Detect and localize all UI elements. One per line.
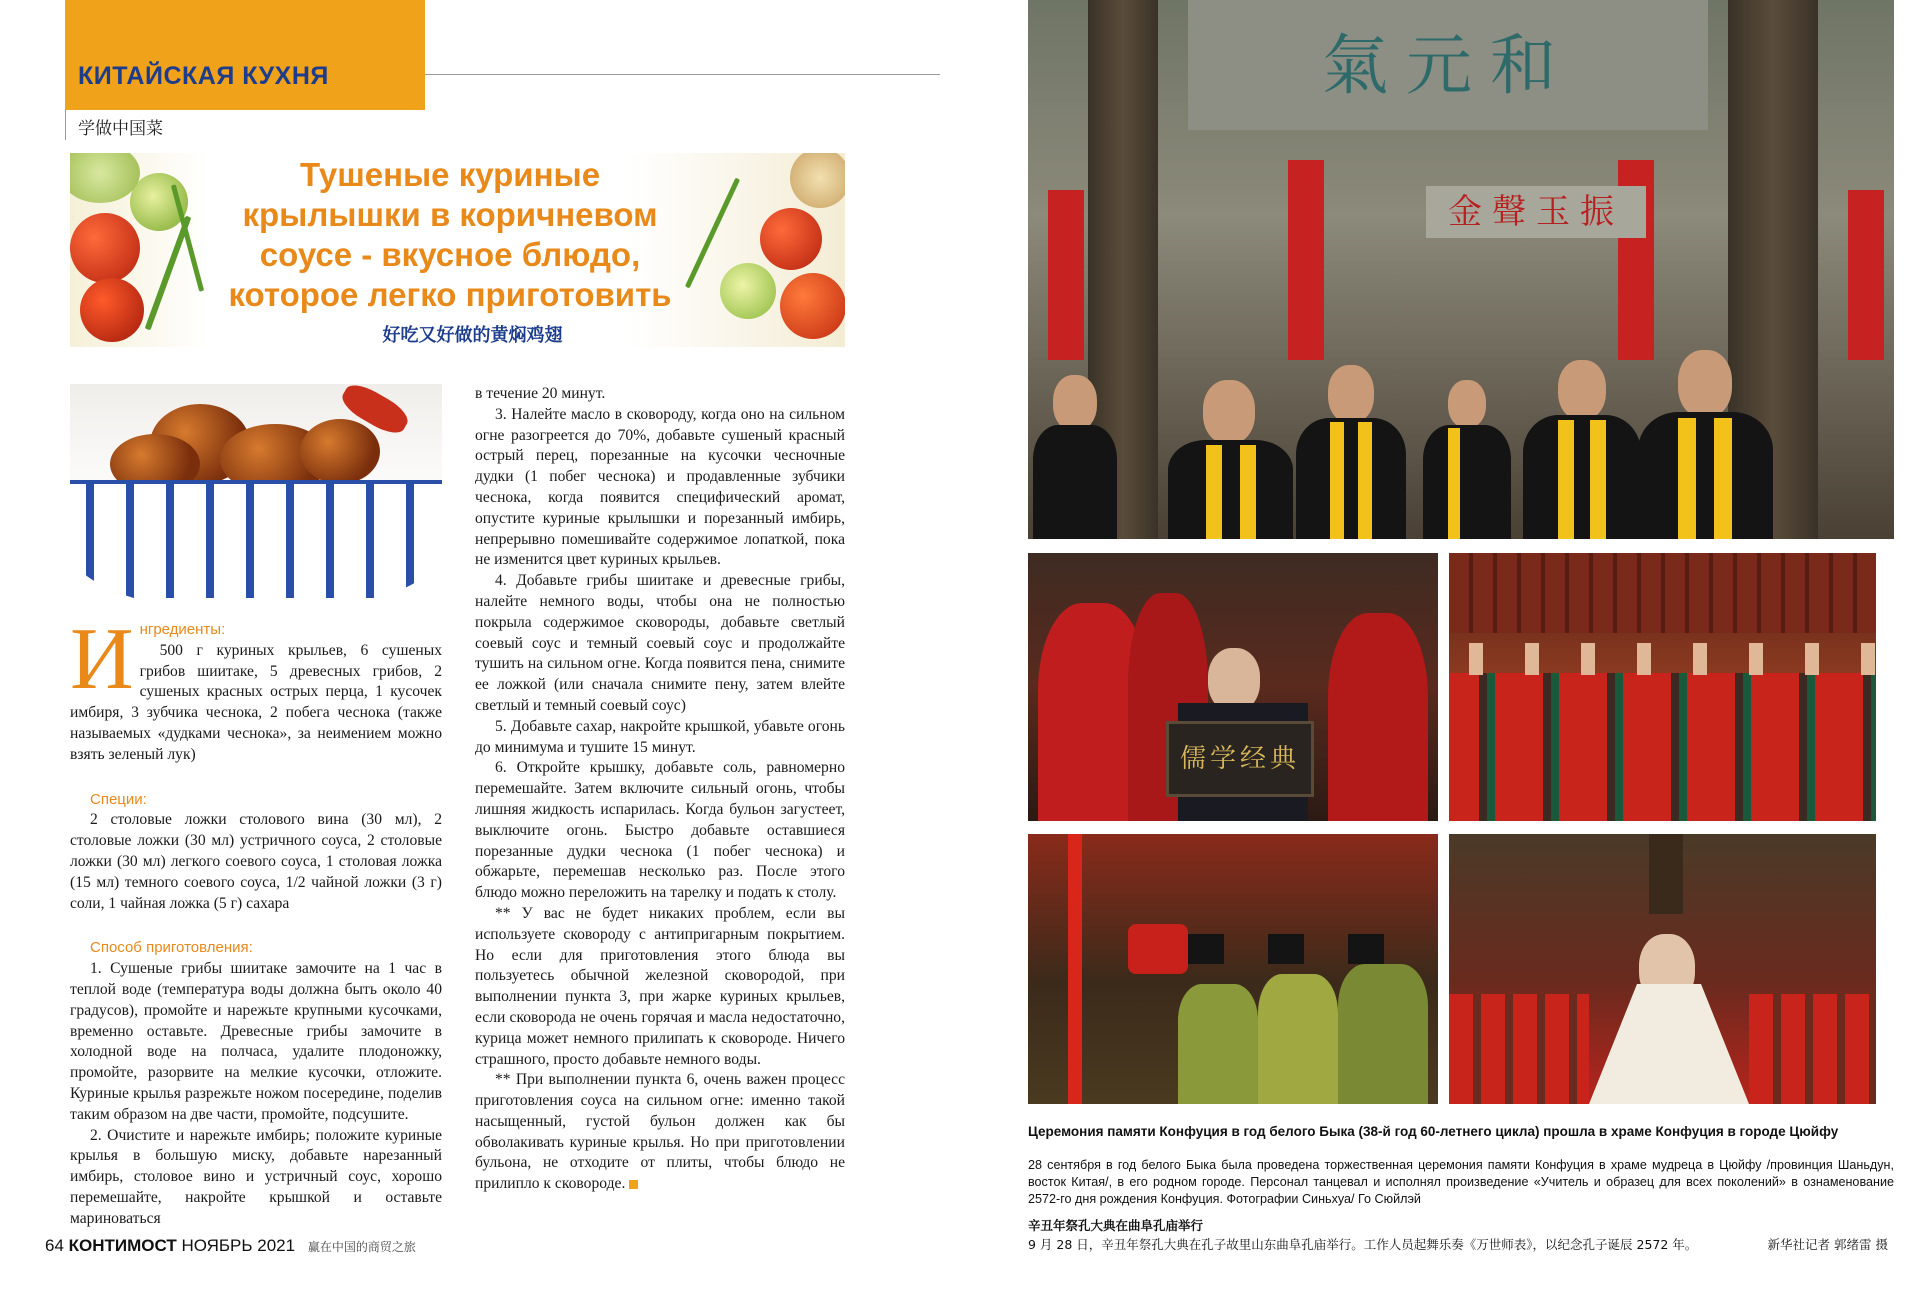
white-robe [1589, 984, 1749, 1104]
section-header-bar [65, 0, 425, 110]
dancer-faces [1449, 643, 1876, 675]
page-number: 64 [45, 1236, 64, 1255]
scroll-text: 儒学经典 [1179, 744, 1300, 774]
method-step-2: 2. Очистите и нарежьте имбирь; положите куриные крылья в большую миску, добавьте нарезанный имбирь, столовое вино и устричный соус, хорошо перемешайте, накройте крышкой и оставьте мариноваться [70, 1126, 442, 1227]
photo-ceremonial-dance [1449, 553, 1876, 821]
method-heading: Способ приготовления: [90, 939, 253, 957]
photo-ceremonial-musicians [1028, 834, 1438, 1104]
chicken-wing-illustration [300, 419, 380, 484]
photo-credit-zh: 新华社记者 郭绪雷 摄 [1767, 1237, 1888, 1252]
gate-sign-board [1426, 186, 1646, 238]
lime-illustration [720, 263, 776, 319]
magazine-slogan-zh: 赢在中国的商贸之旅 [307, 1240, 416, 1254]
section-title-zh: 学做中国菜 [78, 119, 163, 139]
issue-date: НОЯБРЬ 2021 [181, 1236, 296, 1255]
drum [1128, 924, 1188, 974]
magazine-name: КОНТИМОСТ [68, 1236, 177, 1255]
pepper-illustration [790, 153, 845, 208]
ingredients-text: 500 г куриных крыльев, 6 сушеных грибов шиитаке, 5 древесных грибов, 2 сушеных красных острых перца, 1 кусочек имбиря, 3 зубчика чеснока, 2 побега чеснока (также называемых «дудками чеснока», за неимением можно взять зеленый лук) [70, 641, 442, 763]
dancer-row [1449, 673, 1876, 821]
ingredients-heading: нгредиенты: [139, 621, 226, 638]
musician-figure [1178, 984, 1258, 1104]
red-robed-figure [1328, 613, 1428, 821]
section-title: КИТАЙСКАЯ КУХНЯ [78, 62, 329, 90]
photo-caption-zh [1028, 1235, 1888, 1253]
porcelain-bowl [70, 484, 442, 598]
ceremonial-tablet [1649, 834, 1683, 914]
red-banner [1068, 834, 1082, 1104]
method-step-3: 3. Налейте масло в сковороду, когда оно на сильном огне разогреется до 70%, добавьте сушеный красный острый перец, порезанные на кусочки чесночные дудки (1 побег чеснока) и продавленные зубчики чеснока, когда появится специфический аромат, опустите куриные крылышки и порезанный имбирь, непрерывно помешивайте содержимое лопаткой, пока не изменится цвет куриных крыльев. [475, 405, 845, 569]
photo-girl-with-scroll [1028, 553, 1438, 821]
tomato-illustration [70, 213, 140, 283]
recipe-title-line: которое легко приготовить [228, 276, 672, 313]
method-step-1: 1. Сушеные грибы шиитаке замочите на 1 час в теплой воде (температура воды должна быть около 40 градусов), промойте и нарежьте крупными кусочками, временно оставьте. Древесные грибы замочите в холодной воде на полчаса, удалите плодоножку, промойте, разорвите на мелкие кусочки, отложите. Куриные крылья разрежьте ножом посередине, поделив таким образом на две части, промойте, подсушите. [70, 960, 442, 1123]
paragraph-spacer [70, 914, 442, 938]
method-step-2-continued: в течение 20 минут. [475, 385, 606, 402]
recipe-title [190, 155, 710, 315]
red-gate-pillar [1288, 160, 1324, 360]
photo-caption-title-zh: 辛丑年祭孔大典在曲阜孔庙举行 [1028, 1218, 1204, 1233]
end-mark-icon [629, 1180, 638, 1189]
cooking-note-1: ** У вас не будет никаких проблем, если вы используете сковороду с антипригарным покрытием. Но если для приготовления этого блюда вы пользуетесь обычной железной сковородой, при выполнении пункта 3, при жарке куриных крыльев, если сковорода не очень горячая и масла недостаточно, курица может немного прилипать к сковороде. Ничего страшного, просто добавьте немного воды. [475, 904, 845, 1068]
recipe-title-line: крылышки в коричневом [242, 196, 658, 233]
musician-hats [1188, 934, 1428, 964]
tomato-illustration [760, 208, 822, 270]
right-page [960, 0, 1920, 1294]
method-step-6: 6. Откройте крышку, добавьте соль, равномерно перемешайте. Затем включите сильный огонь, чтобы лишняя жидкость испарилась. Когда бульон загустеет, выключите огонь. Быстро добавьте оставшиеся порезанные дудки чеснока (1 побег чеснока) и обжарьте, перемешав несколько раз. После этого блюдо можно переложить на тарелку и подать к столу. [475, 759, 845, 902]
header-vertical-rule [65, 110, 66, 140]
method-step-5: 5. Добавьте сахар, накройте крышкой, убавьте огонь до минимума и тушите 15 минут. [475, 717, 845, 756]
photo-caption-body-zh: 9 月 28 日，辛丑年祭孔大典在孔子故里山东曲阜孔庙举行。工作人员起舞乐奏《万世师表》，以纪念孔子诞辰 2572 年。 [1028, 1237, 1698, 1252]
pepper-illustration [70, 153, 140, 203]
recipe-title-line: Тушеные куриные [299, 156, 601, 193]
musician-figure [1258, 974, 1338, 1104]
dish-photo [70, 384, 442, 598]
photo-temple-procession [1028, 0, 1894, 539]
recipe-banner [70, 153, 845, 347]
spices-heading: Специи: [90, 790, 147, 808]
photo-woman-raising-tablet [1449, 834, 1876, 1104]
photo-caption-title: Церемония памяти Конфуция в год белого Быка (38-й год 60-летнего цикла) прошла в храме Конфуция в городе Цюйфу [1028, 1124, 1839, 1139]
temple-roof [1449, 553, 1876, 633]
method-step-4: 4. Добавьте грибы шиитаке и древесные грибы, налейте немного воды, чтобы она не полностью покрыла содержимое сковороды, добавьте светлый соевый соус и темный соевый соус и продолжайте тушить на сильном огне. Когда появится пена, снимите ее ложкой (или сначала снимите пену, затем влейте светлый и темный соевый соус) [475, 572, 845, 714]
ceremonial-scroll [1166, 721, 1314, 797]
paragraph-spacer [70, 766, 442, 790]
header-rule [425, 74, 940, 75]
spices-text: 2 столовые ложки столового вина (30 мл), 2 столовые ложки (30 мл) устричного соуса, 2 столовые ложки (30 мл) легкого соевого соуса, 1 столовая ложка (15 мл) темного соевого соуса, 1/2 чайной ложки (3 г) соли, 1 чайная ложка (5 г) сахара [70, 811, 442, 912]
gate-sign-text: 金聲玉振 [1448, 192, 1624, 232]
musician-figure [1338, 964, 1428, 1104]
page-footer [45, 1236, 416, 1256]
dancer-row [1449, 994, 1589, 1104]
recipe-title-line: соусе - вкусное блюдо, [259, 236, 641, 273]
gate-inscription: 氣元和 [1322, 27, 1574, 104]
text-column-2 [475, 384, 845, 1195]
drop-cap: И [70, 611, 134, 708]
text-column-1 [70, 611, 442, 1230]
recipe-title-zh: 好吃又好做的黄焖鸡翅 [382, 325, 563, 346]
photo-caption-body: 28 сентября в год белого Быка была проведена торжественная церемония памяти Конфуция в храме мудреца в Цюйфу /провинция Шаньдун, восток Китая/, в его родном городе. Персонал танцевал и исполнял произведение «Учитель и образец для всех поколений» в ознаменование 2572-го дня рождения Конфуция. Фотографии Синьхуа/ Го Сюйлэй [1028, 1158, 1894, 1206]
red-gate-pillar [1048, 190, 1084, 360]
red-gate-pillar [1848, 190, 1884, 360]
dancer-row [1749, 994, 1876, 1104]
cooking-note-2-text: ** При выполнении пункта 6, очень важен процесс приготовления соуса на сильном огне: именно такой насыщенный, густой бульон должен как бы обволакивать куриные крылья. Но при приготовлении бульона, не отходите от плиты, чтобы блюдо не прилипло к сковороде. [475, 1071, 845, 1193]
cooking-note-2 [475, 1070, 845, 1195]
gate-inscription-board [1188, 0, 1708, 130]
